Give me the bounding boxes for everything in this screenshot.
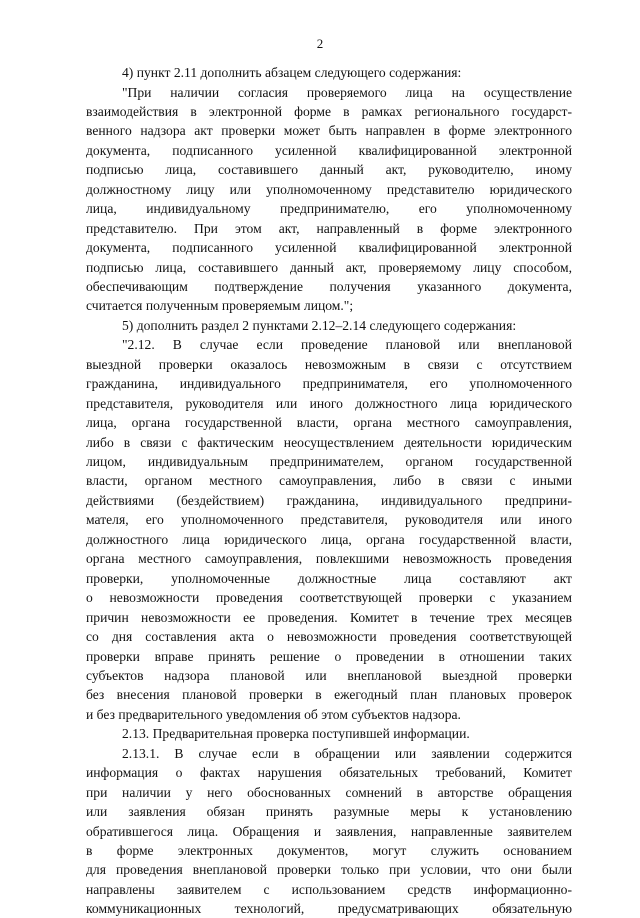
text-line: 2.13. Предварительная проверка поступившей информации. [122,726,470,742]
text-line: со дня составления акта о невозможности проведения соответствующей [86,629,572,644]
text-line: при наличии у него обоснованных сомнений в авторстве обращения [86,784,572,800]
text-line: документа, подписанного усиленной квалифицированной электронной [86,240,572,255]
text-line: обеспечивающим подтверждение получения указанного документа, [86,278,572,294]
text-line: 5) дополнить раздел 2 пунктами 2.12–2.14 следующего содержания: [122,317,517,333]
text-line: либо в связи с фактическим неосуществлением деятельности юридическим [86,434,572,450]
text-line: субъектов надзора плановой или внеплановой выездной проверки [86,667,572,683]
text-line: подписью лица, составившего данный акт, проверяемому лицу способом, [86,259,572,275]
text-line: власти, органом местного самоуправления, либо в связи с иными [86,473,572,489]
text-line: выездной проверки оказалось невозможным в связи с отсутствием [86,356,572,372]
text-line: лицом, индивидуальным предпринимателем, органом государственной [86,454,572,469]
text-line: информация о фактах нарушения обязательных требований, Комитет [86,765,572,781]
page-number: 2 [316,36,324,51]
text-line: без внесения плановой проверки в ежегодный план плановых проверок [86,687,572,703]
text-line: органа местного самоуправления, повлекшими невозможность проведения [86,551,572,567]
text-line: проверки вправе принять решение о проведении в отношении таких [86,648,572,664]
text-line: представителя, руководителя или иного должностного лица юридического [86,395,572,411]
text-line: о невозможности проведения соответствующей проверки с указанием [86,590,572,606]
text-line: направлены заявителем с использованием средств информационно- [86,881,572,897]
text-line: документа, подписанного усиленной квалифицированной электронной [86,142,572,158]
text-line: взаимодействия в электронной форме в рамках регионального государст- [86,103,572,119]
text-line: считается полученным проверяемым лицом."; [86,298,354,314]
text-line: гражданина, индивидуального предпринимателя, его уполномоченного [86,376,572,392]
text-line: лица, индивидуальному предпринимателю, его уполномоченному [86,201,572,217]
text-line: действиями (бездействием) гражданина, индивидуального предприни- [86,492,572,508]
text-line: в форме электронных документов, могут служить основанием [86,843,572,858]
text-line: "2.12. В случае если проведение плановой или внеплановой [122,337,572,353]
text-line: должностного лица юридического лица, органа государственной власти, [86,531,572,547]
text-line: коммуникационных технологий, предусматривающих обязательную [86,901,572,917]
text-line: 4) пункт 2.11 дополнить абзацем следующего содержания: [122,65,462,80]
text-line: мателя, его уполномоченного представителя, руководителя или иного [86,512,572,528]
text-line: лица, органа государственной власти, органа местного самоуправления, [86,415,572,431]
text-line: и без предварительного уведомления об этом субъектов надзора. [86,706,461,722]
text-line: проверки, уполномоченные должностные лица составляют акт [86,570,572,586]
text-line: "При наличии согласия проверяемого лица на осуществление [122,84,572,100]
text-line: 2.13.1. В случае если в обращении или заявлении содержится [122,745,572,761]
text-line: для проведения внеплановой проверки только при условии, что они были [86,862,572,878]
text-line: должностному лицу или уполномоченному представителю юридического [86,181,572,197]
text-line: представителю. При этом акт, направленный в форме электронного [86,220,572,236]
text-line: подписью лица, составившего данный акт, руководителю, иному [86,162,572,178]
text-line: причин невозможности ее проведения. Комитет в течение трех месяцев [86,609,572,625]
text-line: или заявления обязан принять разумные меры к установлению [86,804,572,820]
text-line: венного надзора акт проверки может быть направлен в форме электронного [86,123,572,139]
text-line: обратившегося лица. Обращения и заявления, направленные заявителем [86,823,572,839]
